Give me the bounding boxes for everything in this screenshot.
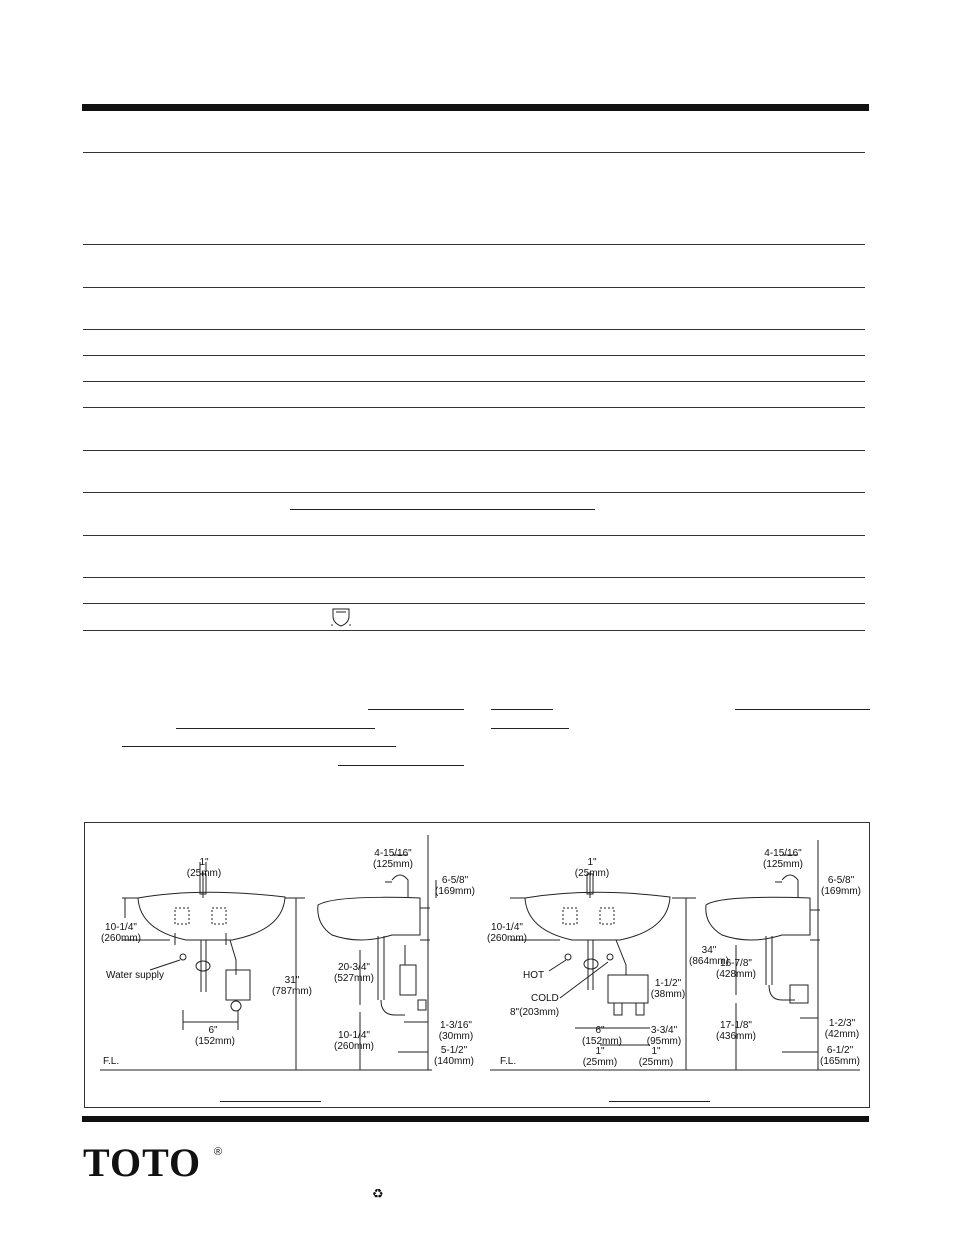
floor-line-label: F.L. [500,1056,517,1067]
dim-value-mm: (38mm) [650,989,686,1000]
dim-spacing-b [580,1046,620,1068]
dim-value: 6" [208,1025,218,1036]
dim-value-mm: (125mm) [762,859,803,870]
dim-value-mm: (25mm) [638,1057,674,1068]
dim-value: 10-1/4" [105,922,137,933]
dim-side-a [434,1020,478,1042]
dim-value-mm: (165mm) [819,1056,860,1067]
dim-value-mm: (527mm) [333,973,374,984]
dim-value: 6" [595,1025,605,1036]
dim-overall-height [270,975,314,997]
dim-value: 1" [595,1046,605,1057]
dim-side-a [822,1018,862,1040]
recycle-icon: ♻ [372,1186,384,1201]
dim-value: 1-2/3" [828,1018,856,1029]
dim-value: 31" [284,975,300,986]
dim-height-left [484,922,530,944]
dim-value: 1" [199,857,209,868]
registered-mark: ® [214,1146,223,1158]
dim-value-mm: (140mm) [433,1056,474,1067]
dim-value: 6-5/8" [827,875,855,886]
dim-box-width: 8"(203mm) [510,1007,560,1018]
dim-side-b [818,1045,862,1067]
dim-value-mm: (787mm) [271,986,312,997]
dim-value-mm: (25mm) [582,1057,618,1068]
dim-value: 10-1/4" [491,922,523,933]
dim-side-top [368,848,418,870]
dim-top-offset [574,857,610,879]
dim-value: 5-1/2" [440,1045,468,1056]
dim-side-low-height [712,1020,760,1042]
dim-side-b [430,1045,478,1067]
dim-side-top [758,848,808,870]
dim-value: 4-15/16" [374,848,412,859]
dim-width-bottom [195,1025,236,1047]
footer-rule [82,1116,869,1122]
dim-value: 17-1/8" [720,1020,752,1031]
drawing-caption-underline [609,1101,710,1102]
dim-value-mm: (152mm) [195,1036,236,1047]
dim-value: 1" [651,1046,661,1057]
water-supply-label: Water supply [106,970,164,981]
toto-logo: TOTO [83,1140,202,1185]
dim-spacing-c [636,1046,676,1068]
dim-value-mm: (864mm) [688,956,729,967]
dim-value-mm: (30mm) [438,1031,474,1042]
floor-line-label: F.L. [103,1056,120,1067]
dim-value-mm: (260mm) [333,1041,374,1052]
drawing-caption-underline [220,1101,321,1102]
dim-value-mm: (260mm) [100,933,141,944]
dim-side-mid-height [712,958,760,980]
dim-value-mm: (436mm) [715,1031,756,1042]
dim-value: 6-1/2" [826,1045,854,1056]
dim-width-bottom [582,1025,623,1047]
dim-value-mm: (169mm) [434,886,475,897]
dim-value-mm: (169mm) [820,886,861,897]
dim-value-mm: (25mm) [186,868,222,879]
dim-value-mm: (125mm) [372,859,413,870]
hot-supply-label: HOT [523,970,545,981]
dim-value: 1-3/16" [440,1020,472,1031]
dim-value-mm: (152mm) [582,1036,623,1047]
dim-value: 20-3/4" [338,962,370,973]
dim-value-mm: (95mm) [646,1036,682,1047]
dim-value: 34" [701,945,717,956]
dim-spacing-a [644,1025,684,1047]
dim-value: 6-5/8" [441,875,469,886]
dim-value: 10-1/4" [338,1030,370,1041]
dim-value-mm: (25mm) [574,868,610,879]
dim-side-mid-height [330,962,378,984]
dim-value: 1" [587,857,597,868]
dim-box [648,978,688,1000]
dim-height-left [98,922,144,944]
dim-side-low-height [330,1030,378,1052]
dim-value: 4-15/16" [764,848,802,859]
dim-value: 16-7/8" [720,958,752,969]
dim-side-right [818,875,864,897]
dim-value: 3-3/4" [650,1025,678,1036]
dim-value-mm: (428mm) [715,969,756,980]
cold-supply-label: COLD [531,993,559,1004]
dim-top-offset [186,857,222,879]
dim-value-mm: (260mm) [486,933,527,944]
dim-side-right [432,875,478,897]
dim-value: 1-1/2" [654,978,682,989]
dim-value-mm: (42mm) [824,1029,860,1040]
